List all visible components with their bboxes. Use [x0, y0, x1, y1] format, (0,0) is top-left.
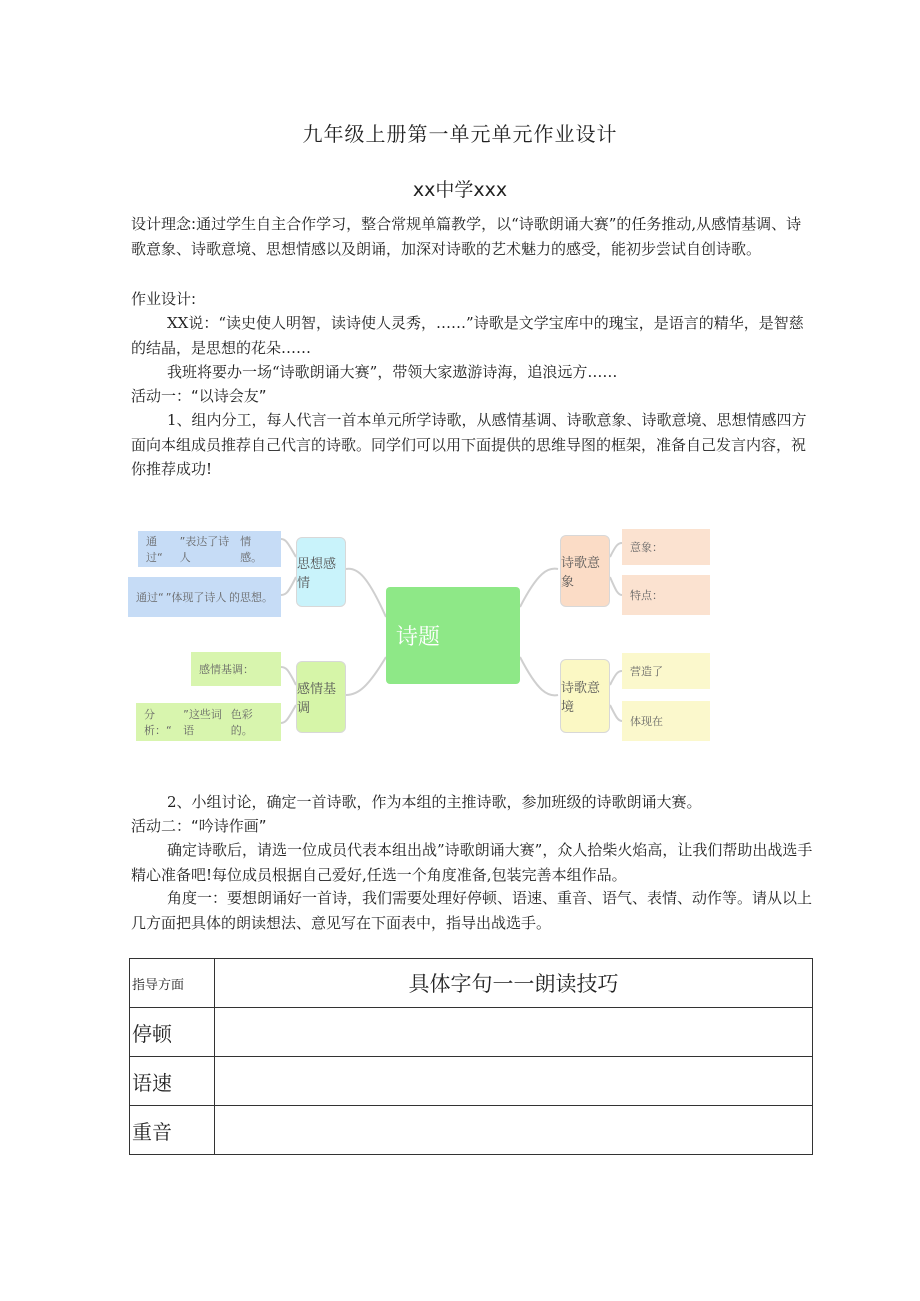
leaf-mood-1: 营造了 [622, 653, 710, 689]
table-cell-input[interactable] [215, 1106, 813, 1155]
leaf-tone-2-b: ”这些词语 [183, 708, 222, 737]
activity2-paragraph-1: 确定诗歌后，请选一位成员代表本组出战”诗歌朗诵大赛”，众人拾柴火焰高，让我们帮助出战选手精心准备吧!每位成员根据自己爱好,任选一个角度准备,包装完善本组作品。 [131, 841, 813, 884]
activity2-title: 活动二：“吟诗作画” [131, 817, 267, 835]
table-header-technique: 具体字句一一朗读技巧 [215, 959, 813, 1008]
branch-mood: 诗歌意境 [560, 659, 610, 733]
table-row-label: 停顿 [130, 1008, 215, 1057]
connector-center-mood [520, 657, 558, 695]
connector-tone-leaf2 [281, 705, 296, 723]
table-header-row [130, 959, 813, 1008]
leaf-thought-1-c: 情感。 [240, 535, 263, 564]
table-cell-input[interactable] [215, 1057, 813, 1106]
leaf-imagery-2: 特点： [622, 575, 710, 615]
design-concept [131, 212, 816, 261]
mind-map [128, 527, 713, 745]
branch-imagery: 诗歌意象 [560, 535, 610, 607]
activity1-paragraph-2: 2、小组讨论，确定一首诗歌，作为本组的主推诗歌，参加班级的诗歌朗诵大赛。 [167, 793, 702, 811]
table-cell-input[interactable] [215, 1008, 813, 1057]
activity1-paragraph-1: 1、组内分工，每人代言一首本单元所学诗歌，从感情基调、诗歌意象、诗歌意境、思想情感四方面向本组成员推荐自己代言的诗歌。同学们可以用下面提供的思维导图的框架，准备自己发言内容，祝你推荐成功! [131, 411, 807, 478]
leaf-tone-2-c: 色彩的。 [230, 708, 253, 737]
branch-tone: 感情基调 [296, 661, 346, 733]
table-header-aspect: 指导方面 [130, 959, 215, 1008]
leaf-tone-2 [136, 703, 281, 741]
connector-imagery-leaf2 [610, 577, 622, 595]
connector-mood-leaf2 [610, 705, 622, 721]
table-row [130, 1106, 813, 1155]
homework-label: 作业设计: [131, 290, 197, 308]
leaf-thought-1 [138, 531, 281, 567]
connector-center-tone [346, 657, 386, 695]
leaf-mood-2: 体现在 [622, 701, 710, 741]
guidance-table [129, 958, 813, 1155]
connector-center-thought [346, 569, 386, 617]
leaf-tone-2-a: 分析：“ [144, 708, 172, 737]
intro-paragraph-1: XX说：“读史使人明智，读诗使人灵秀，……”诗歌是文学宝库中的瑰宝，是语言的精华，是智慈的结晶，是思想的花朵…… [131, 314, 804, 357]
connector-mood-leaf1 [610, 671, 622, 685]
leaf-thought-2-c: 的思想。 [229, 591, 273, 604]
document-author: xx中学xxx [412, 179, 508, 201]
connector-thought-leaf1 [281, 539, 296, 557]
leaf-thought-1-b: ”表达了诗人 [179, 535, 230, 564]
activity1-title: 活动一：“以诗会友” [131, 387, 267, 405]
intro-paragraph-2: 我班将要办一场“诗歌朗诵大赛”，带领大家遨游诗海，追浪远方…… [167, 363, 618, 381]
design-concept-label: 设计理念: [131, 215, 197, 233]
connector-imagery-leaf1 [610, 543, 622, 557]
mind-map-center: 诗题 [386, 587, 520, 684]
leaf-thought-2-b: ”体现了诗人 [165, 591, 227, 604]
leaf-tone-1: 感情基调： [191, 652, 281, 686]
connector-center-imagery [520, 569, 558, 607]
leaf-thought-2 [128, 577, 281, 617]
document-title: 九年级上册第一单元单元作业设计 [302, 122, 618, 146]
leaf-imagery-1: 意象： [622, 529, 710, 565]
leaf-thought-2-a: 通过“ [136, 591, 164, 604]
connector-tone-leaf1 [281, 667, 296, 685]
connector-thought-leaf2 [281, 577, 296, 595]
activity2-paragraph-2: 角度一：要想朗诵好一首诗，我们需要处理好停顿、语速、重音、语气、表情、动作等。请从以上几方面把具体的朗读想法、意见写在下面表中，指导出战选手。 [131, 889, 813, 932]
table-row-label: 语速 [130, 1057, 215, 1106]
table-row [130, 1057, 813, 1106]
branch-thought: 思想感情 [296, 537, 346, 607]
leaf-thought-1-a: 通过“ [146, 535, 163, 564]
design-concept-text: 通过学生自主合作学习，整合常规单篇教学，以“诗歌朗诵大赛”的任务推动,从感情基调、诗歌意象、诗歌意境、思想情感以及朗诵，加深对诗歌的艺术魅力的感受，能初步尝试自创诗歌。 [131, 215, 802, 258]
table-row-label: 重音 [130, 1106, 215, 1155]
table-row [130, 1008, 813, 1057]
